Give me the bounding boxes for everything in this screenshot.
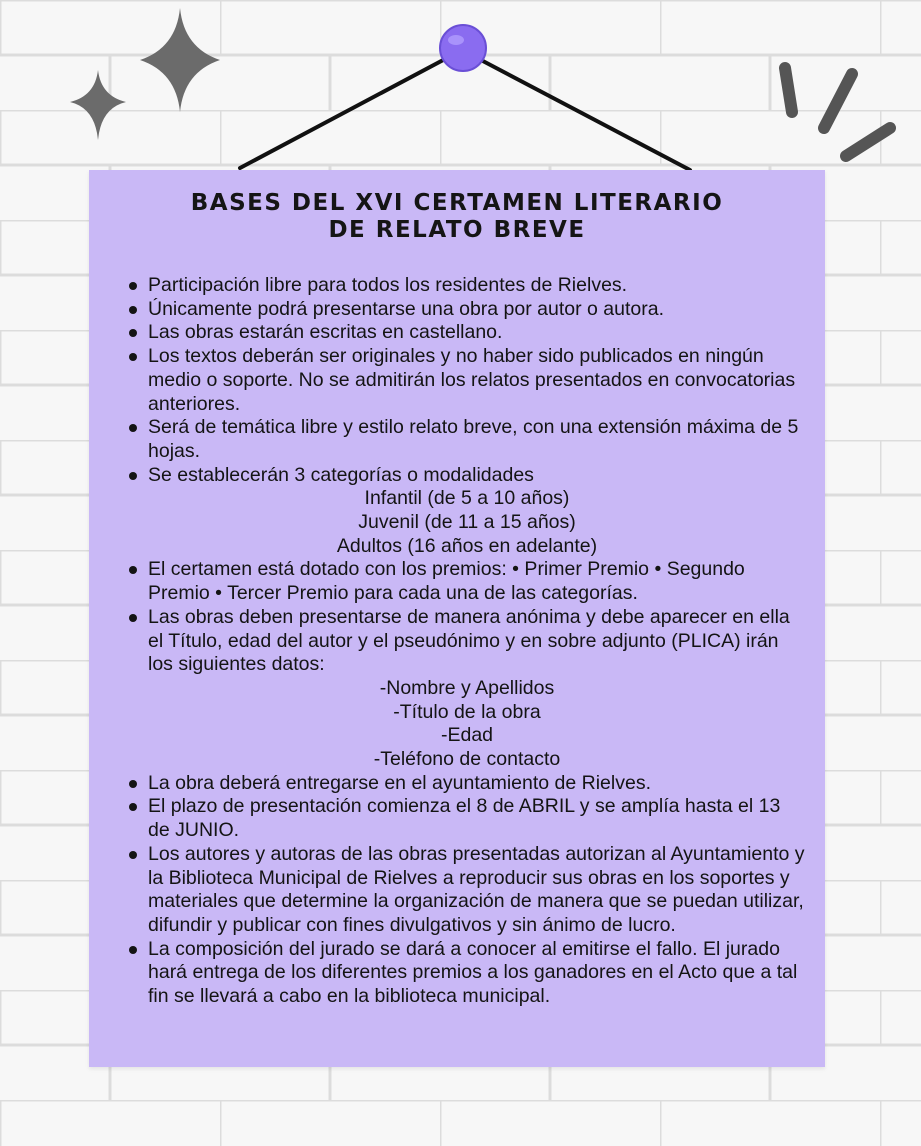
bullet-icon	[129, 780, 137, 788]
bullet-icon	[129, 424, 137, 432]
category-item: Juvenil (de 11 a 15 años)	[358, 511, 576, 534]
list-item: Participación libre para todos los residentes de Rielves.	[127, 274, 807, 298]
list-item: Será de temática libre y estilo relato breve, con una extensión máxima de 5 hojas.	[127, 416, 807, 463]
bullet-icon	[129, 329, 137, 337]
list-item: Los autores y autoras de las obras presentadas autorizan al Ayuntamiento y la Biblioteca Municipal de Rielves a reproducir sus obras en los soportes y materiales que determine la organización de manera que se puedan utilizar, difundir y publicar con fines divulgativos y sin ánimo de lucro.	[127, 843, 807, 938]
bullet-icon	[129, 472, 137, 480]
list-item: Los textos deberán ser originales y no haber sido publicados en ningún medio o soporte. No se admitirán los relatos presentados en convocatorias anteriores.	[127, 345, 807, 416]
plica-field: -Edad	[440, 724, 494, 747]
list-item: Se establecerán 3 categorías o modalidades	[127, 464, 807, 488]
bullet-icon	[129, 614, 137, 622]
bullet-icon	[129, 803, 137, 811]
accent-strokes-icon	[785, 68, 890, 156]
plica-field: -Teléfono de contacto	[373, 748, 561, 771]
list-item: La obra deberá entregarse en el ayuntamiento de Rielves.	[127, 772, 807, 796]
plica-field: -Nombre y Apellidos	[379, 676, 555, 699]
plica-field: -Título de la obra	[393, 700, 541, 723]
list-item: La composición del jurado se dará a conocer al emitirse el fallo. El jurado hará entrega de los diferentes premios a los ganadores en el Acto que a tal fin se llevará a cabo en la biblioteca municipal.	[127, 938, 807, 1009]
rules-list	[127, 274, 807, 1009]
list-item: Las obras deben presentarse de manera anónima y debe aparecer en ella el Título, edad del autor y el pseudónimo y en sobre adjunto (PLICA) irán los siguientes datos:	[127, 606, 807, 677]
list-item: El certamen está dotado con los premios: • Primer Premio • Segundo Premio • Tercer Premio para cada una de las categorías.	[127, 558, 807, 605]
bullet-icon	[129, 306, 137, 314]
list-item: Las obras estarán escritas en castellano.	[127, 321, 807, 345]
title-line-2: DE RELATO BREVE	[328, 217, 586, 243]
bullet-icon	[129, 851, 137, 859]
sparkle-icon	[70, 70, 126, 140]
bullet-icon	[129, 946, 137, 954]
category-item: Infantil (de 5 a 10 años)	[364, 487, 570, 510]
list-item: El plazo de presentación comienza el 8 de ABRIL y se amplía hasta el 13 de JUNIO.	[127, 795, 807, 842]
bullet-icon	[129, 566, 137, 574]
category-item: Adultos (16 años en adelante)	[336, 534, 598, 557]
bullet-icon	[129, 353, 137, 361]
poster-title	[89, 190, 825, 244]
poster	[89, 170, 825, 1067]
sparkle-icon	[140, 8, 220, 112]
bullet-icon	[129, 282, 137, 290]
list-item: Únicamente podrá presentarse una obra por autor o autora.	[127, 298, 807, 322]
title-line-1: BASES DEL XVI CERTAMEN LITERARIO	[190, 190, 724, 216]
